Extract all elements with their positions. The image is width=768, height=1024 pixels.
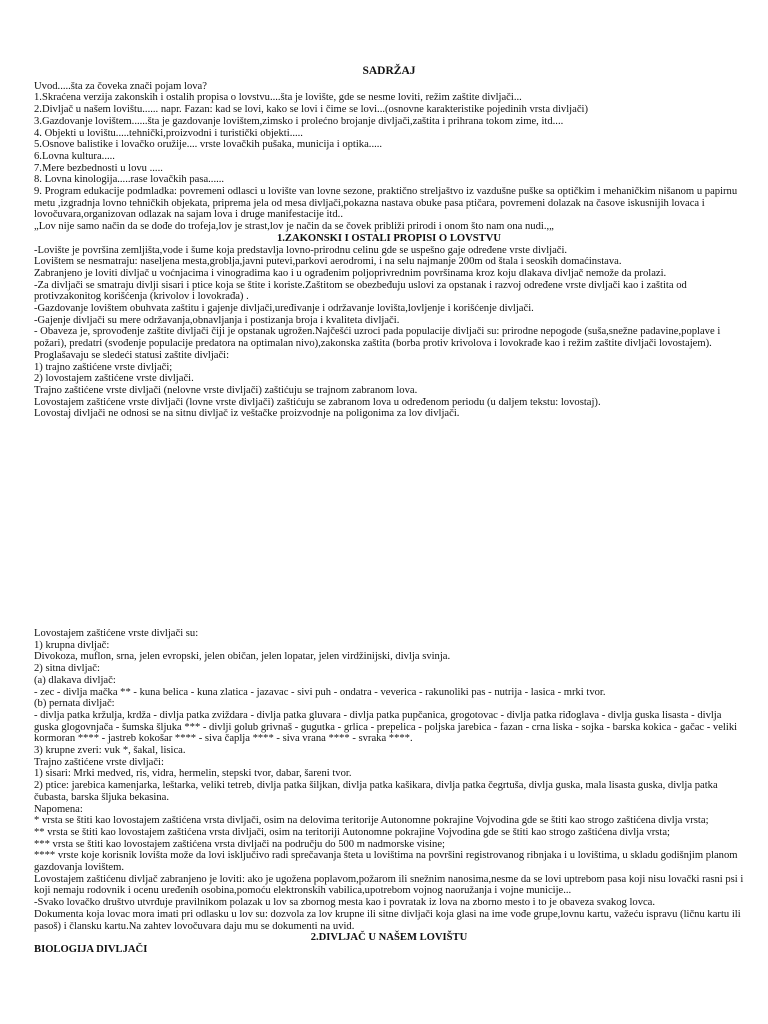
list-item: 2) lovostajem zaštićene vrste divljači. [34,373,194,385]
footnote: ** vrsta se štiti kao lovostajem zaštićena vrsta divljači, osim na teritoriji Autonomne pokrajine Vojvodina gde se štiti kao strogo zaštićena divlja vrsta; [34,826,670,838]
toc-item: 1.Skraćena verzija zakonskih i ostalih propisa o lovstvu....šta je lovište, gde se nesme loviti, režim zaštite divljači... [34,92,522,104]
footnote: **** vrste koje korisnik lovišta može da lovi isključivo radi sprečavanja šteta u lovištima na površini registrovanog ribnjaka i u lovištima, u skladu godišnjim planom gazdovanja lovištem. [34,850,738,874]
paragraph: Trajno zaštićene vrste divljači: [34,756,164,768]
paragraph: Lovostajem zaštićene vrste divljači (lovne vrste divljači) zaštićuju se zabranom lova u određenom periodu (u daljem tekstu: lovostaj). [34,396,601,408]
paragraph: Lovostajem zaštićenu divljač zabranjeno je loviti: ako je ugožena poplavom,požarom ili snežnim nanosima,nesme da se lovi uptrebom pasa koji nisu lovački rasni psi i koji nemaju rodovnik i ocenu uređenih osobina,pomoću elektronskih vabilica,upotrebom vojnog naoružanja i vojne municije... [34,873,744,897]
paragraph: Trajno zaštićene vrste divljači (nelovne vrste divljači) zaštićuju se trajnom zabranom lova. [34,384,418,396]
section-heading: 2.DIVLJAČ U NAŠEM LOVIŠTU [310,932,468,944]
document-title: SADRŽAJ [362,65,416,77]
paragraph: Divokoza, muflon, srna, jelen evropski, jelen običan, jelen lopatar, jelen virdžinijski, divlja svinja. [34,651,451,663]
paragraph: - zec - divlja mačka ** - kuna belica - kuna zlatica - jazavac - sivi puh - ondatra - veverica - rakunoliki pas - nutrija - lasica - mrki tvor. [34,686,606,698]
list-item: 2) ptice: jarebica kamenjarka, leštarka, veliki tetreb, divlja patka šiljkan, divlja patka kašikara, divlja patka čegrtuša, divlja guska, mala lisasta guska, divlja patka čubasta, barska šljuka bekasina. [34,780,718,803]
footnote: * vrsta se štiti kao lovostajem zaštićena vrsta divljači, osim na delovima teritorije Autonomne pokrajine Vojvodina gde se štiti kao strogo zaštićena divlja vrsta; [34,815,709,827]
table-of-contents [34,66,744,420]
toc-item: 6.Lovna kultura..... [34,150,115,162]
quote: „Lov nije samo način da se dođe do trofeja,lov je strast,lov je način da se čovek približi prirodi i onom što nam ona nudi.,„ [34,221,554,233]
species-section [34,628,744,956]
toc-item: 8. Lovna kinologija.....rase lovačkih pasa...... [34,174,225,186]
paragraph: Napomena: [34,803,83,815]
paragraph: -Gajenje divljači su mere održavanja,obnavljanja i postizanja broja i kvaliteta divljači. [34,314,400,326]
toc-item: 9. Program edukacije podmladka: povremeni odlasci u lovište van lovne sezone, praktično streljaštvo iz vazdušne puške sa optičkim i mehaničkim nišanom u papirnu metu ,izgradnja lovno tehničkih objekata, priprema jela od mesa divljači,pokazna nastava obuke pasa ptičara, povremeni dolazak na časove iskusnijih lovaca i lovočuvara,organizovan odlazak na sajam lova i druge manifestacije itd.. [34,186,738,221]
list-item: 1) sisari: Mrki medved, ris, vidra, hermelin, stepski tvor, dabar, šareni tvor. [34,768,352,780]
toc-item: Uvod.....šta za čoveka znači pojam lova? [34,80,207,92]
paragraph: -Lovište je površina zemljišta,vode i šume koja predstavlja lovno-prirodnu celinu gde se uspešno gaje određene vrste divljači. [34,244,568,256]
list-item: 1) krupna divljač: [34,639,110,651]
paragraph: Zabranjeno je loviti divljač u voćnjacima i vinogradima kao i u ograđenim poljoprivrednim površinama kroz koju dlakava divljač nemože da prolazi. [34,267,667,279]
toc-item: 4. Objekti u lovištu.....tehnički,proizvodni i turistički objekti..... [34,127,303,139]
toc-item: 5.Osnove balistike i lovačko oružije.... vrste lovačkih pušaka, municija i optika..... [34,139,383,151]
paragraph: Proglašavaju se sledeći statusi zaštite divljači: [34,349,230,361]
paragraph: Lovištem se nesmatraju: naseljena mesta,groblja,javni putevi,parkovi aerodromi, i na selu najmanje 200m od štala i seoskih domaćinstava. [34,256,622,268]
subheading: BIOLOGIJA DIVLJAČI [34,943,148,955]
paragraph: Lovostajem zaštićene vrste divljači su: [34,628,199,639]
list-item: (a) dlakava divljač: [34,674,116,686]
toc-item: 7.Mere bezbednosti u lovu ..... [34,162,163,174]
paragraph: - divlja patka kržulja, krdža - divlja patka zviždara - divlja patka gluvara - divlja patka pupčanica, grogotovac - divlja patka riđoglava - divlja guska lisasta - divlja guska glogovnjača - šumska šljuka *** - divlji golub grivnaš - gugutka - grlica - prepelica - poljska jarebica - fazan - crna liska - sojka - barska kokica - gačac - veliki kormoran **** - jastreb kokošar **** - siva čaplja **** - siva vrana **** - svraka ****. [34,709,738,745]
list-item: 3) krupne zveri: vuk *, šakal, lisica. [34,745,186,757]
paragraph: -Za divljači se smatraju divlji sisari i ptice koja se štite i koriste.Zaštitom se obezbeđuju uslovi za opstanak i razvoj određene vrste divljači kao i zaštita od protivzakonitog korišćenja (krivolov i lovokrađa) . [34,279,687,303]
paragraph: - Obaveza je, sprovođenje zaštite divljači čiji je opstanak ugrožen.Najčešći uzroci pada populacije divljači su: prirodne nepogode (suša,snežne padavine,poplave i požari), predatri (svođenje populacije predatora na optimalan nivo),zakonska zaštita (borba protiv krivolova i lovokrađe kao i režim zaštite divljači lovostajem). [34,326,721,350]
toc-item: 3.Gazdovanje lovištem......šta je gazdovanje lovištem,zimsko i prolećno brojanje divljači,zaštita i prihrana tokom zime, itd.... [34,115,564,127]
footnote: *** vrsta se štiti kao lovostajem zaštićena vrsta divljači na području do 500 m nadmorske visine; [34,838,446,850]
list-item: (b) pernata divljač: [34,698,115,710]
section-heading: 1.ZAKONSKI I OSTALI PROPISI O LOVSTVU [276,232,502,244]
paragraph: Lovostaj divljači ne odnosi se na sitnu divljač iz veštačke proizvodnje na poligonima za lov divljači. [34,408,460,420]
paragraph: Dokumenta koja lovac mora imati pri odlasku u lov su: dozvola za lov krupne ili sitne divljači koja glasi na ime vođe grupe,lovnu kartu, važeću ispravu (ličnu kartu ili pasoš) i člansku kartu.Na zahtev lovočuvara daju mu se dokumenti na uvid. [34,908,741,932]
list-item: 1) trajno zaštićene vrste divljači; [34,361,173,373]
list-item: 2) sitna divljač: [34,663,100,675]
paragraph: -Gazdovanje lovištem obuhvata zaštitu i gajenje divljači,uređivanje i održavanje lovišta,lovljenje i korišćenje divljači. [34,303,534,315]
toc-item: 2.Divljač u našem lovištu...... napr. Fazan: kad se lovi, kako se lovi i čime se lovi...(osnovne karakteristike pojedinih vrsta divljači) [34,104,588,116]
paragraph: -Svako lovačko društvo utvrđuje pravilnikom polazak u lov sa zbornog mesta kao i povratak iz lova na zborno mesto i to je obaveza svakog lovca. [34,897,656,909]
